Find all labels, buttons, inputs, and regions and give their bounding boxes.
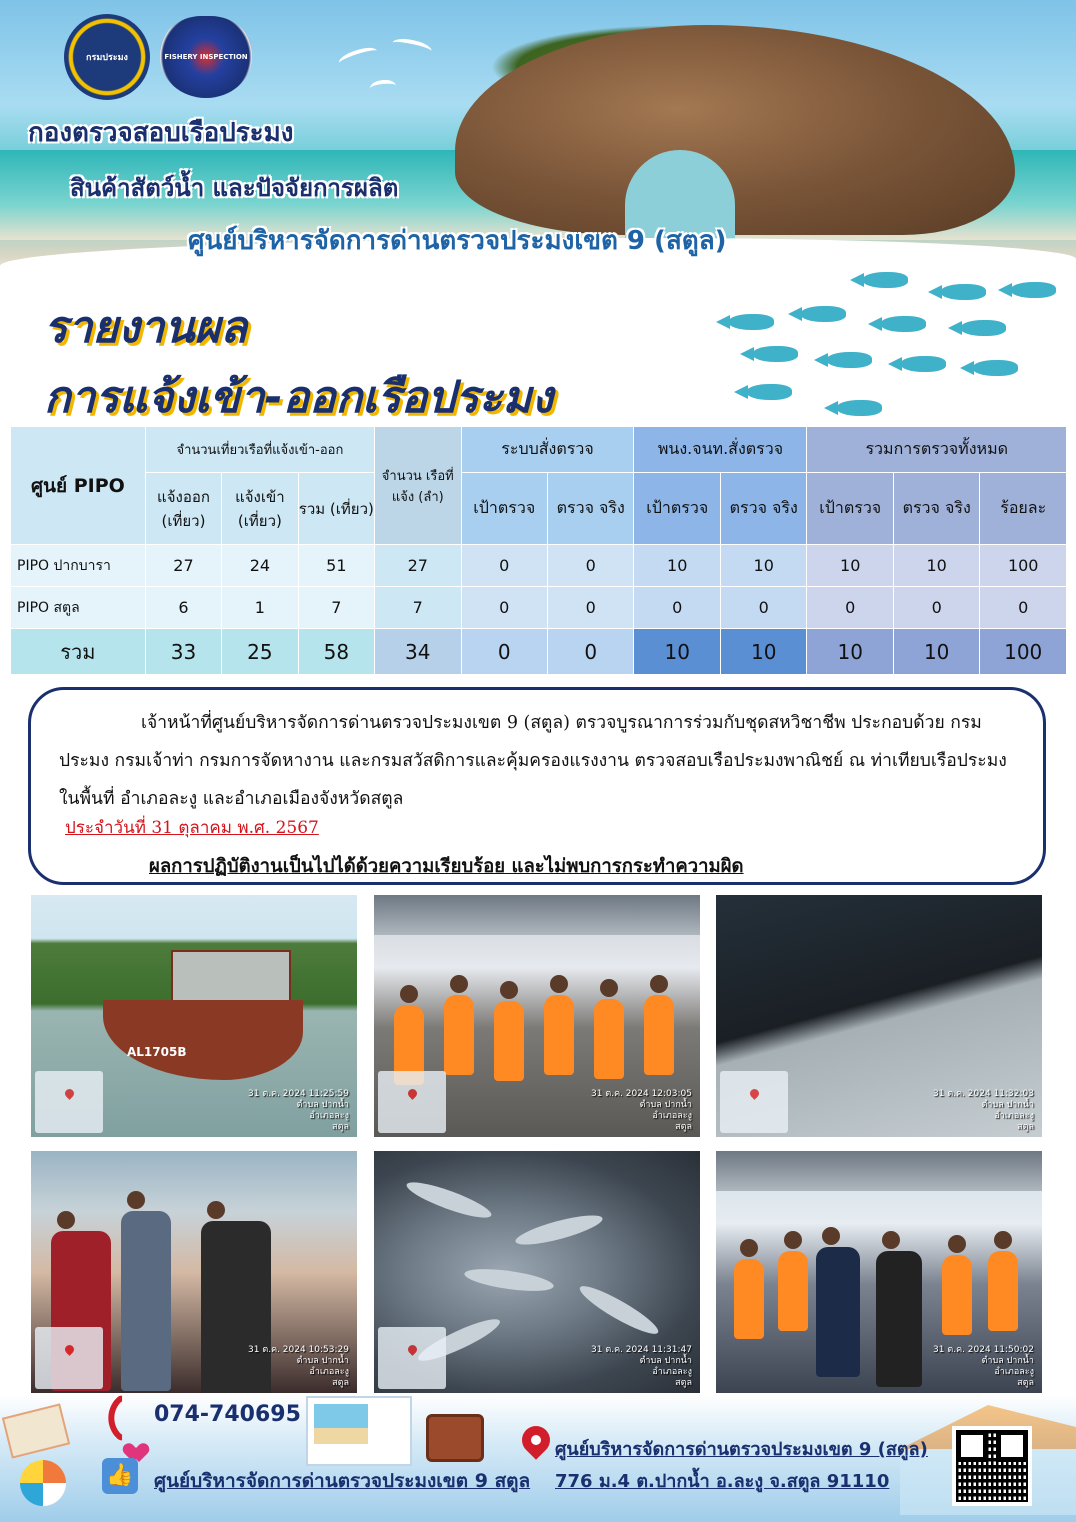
stamp-district: อำเภอละงู xyxy=(994,1111,1034,1121)
stamp-district: อำเภอละงู xyxy=(309,1111,349,1121)
table-header-sum: รวม (เที่ยว) xyxy=(298,473,374,545)
report-title-line-1: รายงานผล xyxy=(44,302,248,353)
table-row xyxy=(11,587,1067,629)
stamp-place: ตำบล ปากน้ำ xyxy=(296,1100,349,1110)
stamp-province: สตูล xyxy=(675,1122,692,1132)
location-map-thumbnail xyxy=(720,1071,788,1133)
photo-timestamp xyxy=(248,1089,349,1133)
summary-paragraph: เจ้าหน้าที่ศูนย์บริหารจัดการด่านตรวจประมงเขต 9 (สตูล) ตรวจบูรณาการร่วมกับชุดสหวิชาชีพ ประกอบด้วย กรมประมง กรมเจ้าท่า กรมการจัดหางาน และกรมสวัสดิการและคุ้มครองแรงงาน ตรวจสอบเรือประมงพาณิชย์ ณ ท่าเทียบเรือประมง ในพื้นที่ อำเภอละงู และอำเภอเมืองจังหวัดสตูล xyxy=(59,713,1007,809)
address-title: ศูนย์บริหารจัดการด่านตรวจประมงเขต 9 (สตูล) xyxy=(555,1439,928,1460)
row-in: 1 xyxy=(222,587,298,629)
logo-text: กรมประมง xyxy=(86,53,128,63)
photo-fishing-nets xyxy=(714,893,1044,1139)
table-header-out: แจ้งออก (เที่ยว) xyxy=(145,473,221,545)
stamp-time: 31 ต.ค. 2024 11:32:03 xyxy=(933,1089,1034,1099)
row-sum: 7 xyxy=(298,587,374,629)
fishery-inspection-logo xyxy=(160,16,252,98)
row-sys-target: 0 xyxy=(461,587,547,629)
person-in-lifejacket xyxy=(444,995,474,1075)
total-in: 25 xyxy=(222,629,298,675)
table-header-total-actual: ตรวจ จริง xyxy=(893,473,979,545)
stamp-district: อำเภอละงู xyxy=(652,1111,692,1121)
total-total-actual: 10 xyxy=(893,629,979,675)
table-header-system-inspection: ระบบสั่งตรวจ xyxy=(461,427,634,473)
table-header-officer-inspection: พนง.จนท.สั่งตรวจ xyxy=(634,427,807,473)
labour-control-officer xyxy=(876,1251,922,1387)
person-in-lifejacket xyxy=(594,999,624,1079)
photo-fishing-boat xyxy=(29,893,359,1139)
table-header-sys-target: เป้าตรวจ xyxy=(461,473,547,545)
photo-timestamp xyxy=(591,1345,692,1389)
photo-labour-inspection xyxy=(714,1149,1044,1395)
header-line-3: ศูนย์บริหารจัดการด่านตรวจประมงเขต 9 (สตูล) xyxy=(188,226,727,256)
table-header-boats: จำนวน เรือที่แจ้ง (ลำ) xyxy=(375,427,461,545)
row-boats: 27 xyxy=(375,545,461,587)
fish-icon xyxy=(900,356,946,372)
row-out: 6 xyxy=(145,587,221,629)
row-sys-target: 0 xyxy=(461,545,547,587)
report-date: ประจำวันที่ 31 ตุลาคม พ.ศ. 2567 xyxy=(65,818,319,838)
seagull-icon xyxy=(369,79,396,96)
person xyxy=(121,1211,171,1391)
total-row-label: รวม xyxy=(11,629,146,675)
table-header-trip-count: จำนวนเที่ยวเรือที่แจ้งเข้า-ออก xyxy=(145,427,374,473)
fish-icon xyxy=(836,400,882,416)
stamp-district: อำเภอละงู xyxy=(994,1367,1034,1377)
boat-hull xyxy=(103,1000,303,1080)
table-row xyxy=(11,545,1067,587)
person-in-lifejacket xyxy=(778,1251,808,1331)
row-sys-actual: 0 xyxy=(548,545,634,587)
row-total-actual: 0 xyxy=(893,587,979,629)
stamp-district: อำเภอละงู xyxy=(309,1367,349,1377)
seagull-icon xyxy=(391,36,433,58)
person-in-lifejacket xyxy=(644,995,674,1075)
row-in: 24 xyxy=(222,545,298,587)
table-header-percent: ร้อยละ xyxy=(980,473,1067,545)
qr-code[interactable] xyxy=(952,1426,1032,1506)
stamp-place: ตำบล ปากน้ำ xyxy=(296,1356,349,1366)
summary-box xyxy=(28,687,1046,885)
person-in-lifejacket xyxy=(734,1259,764,1339)
stamp-time: 31 ต.ค. 2024 12:03:05 xyxy=(591,1089,692,1099)
person-in-lifejacket xyxy=(988,1251,1018,1331)
suitcase-icon xyxy=(426,1414,484,1462)
stamp-province: สตูล xyxy=(332,1378,349,1388)
stamp-province: สตูล xyxy=(332,1122,349,1132)
total-total-target: 10 xyxy=(807,629,893,675)
row-percent: 0 xyxy=(980,587,1067,629)
total-sys-target: 0 xyxy=(461,629,547,675)
fish-icon xyxy=(800,306,846,322)
table-header-dept-target: เป้าตรวจ xyxy=(634,473,720,545)
row-out: 27 xyxy=(145,545,221,587)
total-dept-actual: 10 xyxy=(720,629,806,675)
shed-roof xyxy=(716,1151,1042,1191)
photo-fish-catch xyxy=(372,1149,702,1395)
fish-catch xyxy=(404,1176,495,1224)
total-sum: 58 xyxy=(298,629,374,675)
photo-timestamp xyxy=(248,1345,349,1389)
person-in-lifejacket xyxy=(544,995,574,1075)
photo-timestamp xyxy=(591,1089,692,1133)
row-boats: 7 xyxy=(375,587,461,629)
facebook-page-link[interactable]: ศูนย์บริหารจัดการด่านตรวจประมงเขต 9 สตูล xyxy=(154,1470,531,1492)
fish-icon xyxy=(960,320,1006,336)
fish-icon xyxy=(728,314,774,330)
row-percent: 100 xyxy=(980,545,1067,587)
fish-icon xyxy=(826,352,872,368)
photo-document-check xyxy=(29,1149,359,1395)
fish-icon xyxy=(752,346,798,362)
row-sum: 51 xyxy=(298,545,374,587)
total-dept-target: 10 xyxy=(634,629,720,675)
row-total-target: 10 xyxy=(807,545,893,587)
phone-number[interactable]: 074-740695 xyxy=(154,1402,301,1427)
row-dept-target: 0 xyxy=(634,587,720,629)
report-title-line-2: การแจ้งเข้า-ออกเรือประมง xyxy=(44,372,553,423)
officer xyxy=(816,1247,860,1377)
stamp-time: 31 ต.ค. 2024 10:53:29 xyxy=(248,1345,349,1355)
fish-catch xyxy=(513,1210,605,1251)
stamp-province: สตูล xyxy=(675,1378,692,1388)
stamp-province: สตูล xyxy=(1017,1378,1034,1388)
stamp-place: ตำบล ปากน้ำ xyxy=(981,1356,1034,1366)
row-center-name: PIPO สตูล xyxy=(11,587,146,629)
table-total-row xyxy=(11,629,1067,675)
thumbs-up-icon: 👍 xyxy=(102,1458,138,1494)
row-center-name: PIPO ปากบารา xyxy=(11,545,146,587)
beach-ball-icon xyxy=(20,1460,66,1506)
photo-timestamp xyxy=(933,1345,1034,1389)
fish-icon xyxy=(972,360,1018,376)
row-dept-actual: 0 xyxy=(720,587,806,629)
header-line-1: กองตรวจสอบเรือประมง xyxy=(28,118,294,148)
person-in-lifejacket xyxy=(494,1001,524,1081)
logo-text: FISHERY INSPECTION xyxy=(164,53,248,61)
fish-icon xyxy=(1010,282,1056,298)
photo-crew-lineup xyxy=(372,893,702,1139)
fish-catch xyxy=(576,1280,663,1341)
stamp-district: อำเภอละงู xyxy=(652,1367,692,1377)
photo-timestamp xyxy=(933,1089,1034,1133)
stamp-province: สตูล xyxy=(1017,1122,1034,1132)
table-header-sys-actual: ตรวจ จริง xyxy=(548,473,634,545)
result-statement: ผลการปฏิบัติงานเป็นไปได้ด้วยความเรียบร้อย และไม่พบการกระทำความผิด xyxy=(149,856,744,877)
stamp-time: 31 ต.ค. 2024 11:50:02 xyxy=(933,1345,1034,1355)
fish-icon xyxy=(862,272,908,288)
row-dept-actual: 10 xyxy=(720,545,806,587)
boat-registration: AL1705B xyxy=(127,1045,187,1059)
stamp-place: ตำบล ปากน้ำ xyxy=(639,1356,692,1366)
table-header-center: ศูนย์ PIPO xyxy=(11,427,146,545)
total-sys-actual: 0 xyxy=(548,629,634,675)
fish-icon xyxy=(940,284,986,300)
location-map-thumbnail xyxy=(35,1071,103,1133)
fish-catch xyxy=(463,1265,555,1295)
department-of-fisheries-logo xyxy=(64,14,150,100)
row-dept-target: 10 xyxy=(634,545,720,587)
person-in-lifejacket xyxy=(942,1255,972,1335)
fish-icon xyxy=(880,316,926,332)
stamp-time: 31 ต.ค. 2024 11:25:59 xyxy=(248,1089,349,1099)
rock-arch-image xyxy=(455,25,1015,235)
fish-icon xyxy=(746,384,792,400)
row-total-target: 0 xyxy=(807,587,893,629)
stamp-time: 31 ต.ค. 2024 11:31:47 xyxy=(591,1345,692,1355)
table-header-in: แจ้งเข้า (เที่ยว) xyxy=(222,473,298,545)
table-header-total-inspection: รวมการตรวจทั้งหมด xyxy=(807,427,1067,473)
total-out: 33 xyxy=(145,629,221,675)
total-percent: 100 xyxy=(980,629,1067,675)
stamp-place: ตำบล ปากน้ำ xyxy=(639,1100,692,1110)
header-line-2: สินค้าสัตว์น้ำ และปัจจัยการผลิต xyxy=(70,174,399,202)
row-total-actual: 10 xyxy=(893,545,979,587)
table-header-total-target: เป้าตรวจ xyxy=(807,473,893,545)
pipo-report-table xyxy=(10,426,1067,675)
boat-cabin xyxy=(171,950,291,1006)
shed-roof xyxy=(374,895,700,935)
address-line: 776 ม.4 ต.ปากน้ำ อ.ละงู จ.สตูล 91110 xyxy=(555,1471,890,1492)
postcard-icon xyxy=(306,1396,412,1466)
total-boats: 34 xyxy=(375,629,461,675)
stamp-place: ตำบล ปากน้ำ xyxy=(981,1100,1034,1110)
row-sys-actual: 0 xyxy=(548,587,634,629)
location-map-thumbnail xyxy=(378,1327,446,1389)
seagull-icon xyxy=(337,44,379,70)
table-header-dept-actual: ตรวจ จริง xyxy=(720,473,806,545)
location-map-thumbnail xyxy=(378,1071,446,1133)
location-map-thumbnail xyxy=(35,1327,103,1389)
